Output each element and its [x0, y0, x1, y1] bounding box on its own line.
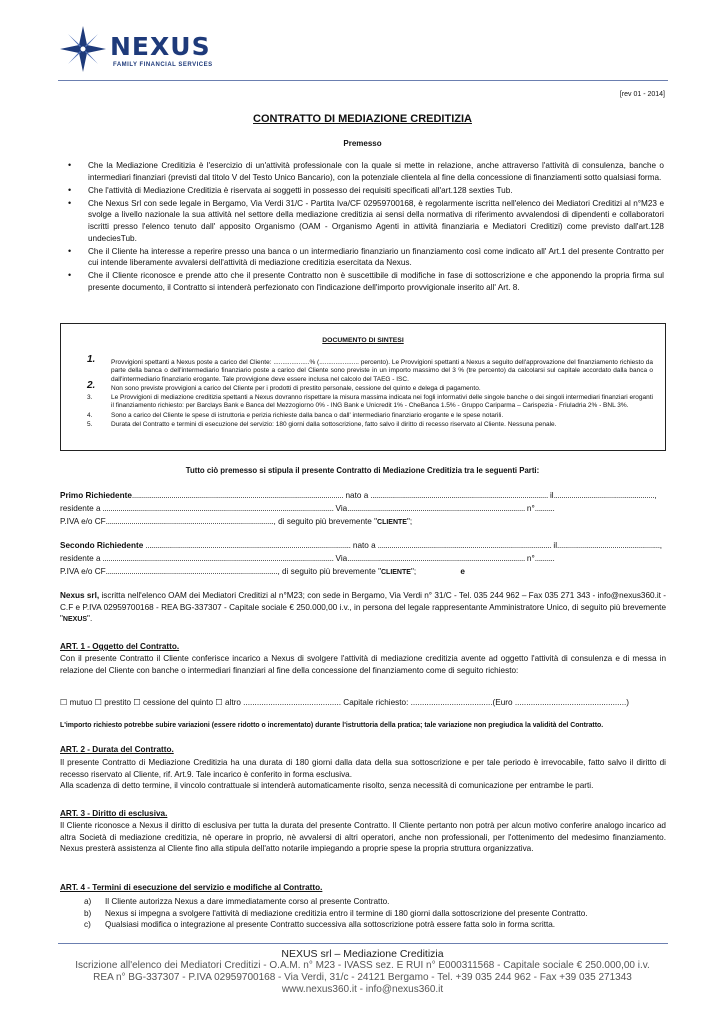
residente-label: residente a — [60, 504, 101, 513]
premesso-item: • Che Nexus Srl con sede legale in Bergamo, Via Verdi 31/C - Partita Iva/CF 02959700168, è regolarmente iscritta nell'elenco dei Mediatori Creditizi al n°M23 e svolge a livello nazionale la sua attività nel settore della mediazione creditizia ai sensi della normativa di riferimento avvalendosi di dipendenti e collaboratori iscritti presso l'elenco tenuto dall' apposito Organismo (OAM - Organismo Agenti in attività finanziaria e Mediatori Creditizi) come previsto dall'art.128 undeciesTub. — [88, 198, 664, 244]
premesso-item: • Che la Mediazione Creditizia è l'esercizio di un'attività professionale con la quale si mette in relazione, anche attraverso l'attività di consulenza, banche o intermediari finanziari (previsti dal titolo V del Testo Unico Bancario), con la potenziale clientela al fine della concessione di finanziamenti sotto qualsiasi forma. — [88, 160, 664, 183]
art2-paragraph: Alla scadenza di detto termine, il vincolo contrattuale si intenderà automaticamente risolto, senza necessità di comunicazione per entrambe le parti. — [60, 781, 594, 791]
sintesi-item — [87, 394, 653, 411]
header-divider — [58, 80, 668, 81]
sintesi-item-number: 3. — [87, 394, 93, 402]
sintesi-item-number: 1. — [87, 354, 96, 365]
footer-title: NEXUS srl – Mediazione Creditizia — [281, 948, 444, 960]
art3-title-text: ART. 3 - Diritto di esclusiva. — [60, 809, 168, 818]
document-title: CONTRATTO DI MEDIAZIONE CREDITIZIA — [253, 113, 472, 125]
numero-label: n° — [526, 504, 535, 513]
secondo-piva-line[interactable]: P.IVA e/o CF......................................................................................., di seguito più brevemente "CLIENTE"; e — [60, 567, 465, 576]
nexus-end: ". — [87, 614, 93, 624]
art4-item-key: c) — [84, 920, 91, 930]
art2-title — [60, 745, 666, 754]
sintesi-title: DOCUMENTO DI SINTESI — [322, 337, 404, 344]
primo-piva-line[interactable]: P.IVA e/o CF....................................................................................., di seguito più brevemente "CLIENTE"; — [60, 517, 413, 526]
premesso-item: • Che l'attività di Mediazione Creditizia è riservata ai soggetti in possesso dei requisiti specificati all'art.128 sexties Tub. — [88, 185, 664, 197]
piva-label: P.IVA e/o CF — [60, 567, 106, 576]
premesso-list — [88, 160, 664, 295]
revision-label: [rev 01 - 2014] — [619, 91, 665, 98]
premesso-heading: Premesso — [343, 139, 382, 148]
via-label: Via — [335, 504, 348, 513]
secondo-richiedente-label: Secondo Richiedente — [60, 541, 144, 550]
art4-title-text: ART. 4 - Termini di esecuzione del servizio e modifiche al Contratto. — [60, 883, 323, 892]
piva-label: P.IVA e/o CF — [60, 517, 106, 526]
chiusura-text: "; — [410, 567, 417, 576]
sintesi-item-number: 2. — [87, 379, 96, 391]
cliente-label: CLIENTE — [377, 519, 407, 526]
art4-list — [60, 896, 666, 931]
sintesi-item-text: Non sono previste provvigioni a carico del Cliente per i prodotti di prestito personale, cessione del quinto e delega di pagamento. — [111, 384, 481, 392]
stipula-heading: Tutto ciò premesso si stipula il presente Contratto di Mediazione Creditizia tra le seguenti Parti: — [185, 466, 540, 475]
compass-star-icon — [58, 24, 108, 74]
footer-link[interactable]: www.nexus360.it - info@nexus360.it — [281, 984, 444, 995]
footer-divider — [58, 943, 668, 944]
logo-wordmark: NEXUS — [110, 32, 211, 61]
primo-richiedente-line[interactable]: Primo Richiedente........................................................................................................... nato a .......................................................................................... il..................................................., — [60, 491, 657, 500]
art4-item-text: Qualsiasi modifica o integrazione al presente Contratto successiva alla sottoscrizione potrà essere fatta solo in forma scritta. — [105, 920, 556, 930]
primo-residenza-line[interactable]: residente a ..................................................................................................................... Via.......................................................................................... n°.......... — [60, 504, 555, 513]
primo-richiedente-label: Primo Richiedente — [60, 491, 132, 500]
art4-item-key: a) — [84, 897, 92, 906]
sintesi-item-number: 5. — [87, 421, 93, 429]
cliente-label: CLIENTE — [380, 569, 411, 576]
via-label: Via — [335, 554, 348, 563]
art4-item-text: Nexus si impegna a svolgere l'attività di mediazione creditizia entro il termine di 180 giorni dalla sottoscrizione del presente Contratto. — [105, 908, 588, 918]
footer-line: REA n° BG-337307 - P.IVA 02959700168 - Via Verdi, 31/c - 24121 Bergamo - Tel. +39 035 244 962 - Fax +39 035 271343 — [93, 972, 632, 983]
e-conjunction: e — [460, 567, 465, 576]
il-label: il — [549, 491, 554, 500]
sintesi-list — [87, 354, 653, 430]
art1-body: Con il presente Contratto il Cliente conferisce incarico a Nexus di svolgere l'attività di mediazione creditizia avente ad oggetto l'attività di consulenza e di messa in relazione del Cliente con banche o intermediari finanziari al fine della concessione del finanziamento come di seguito richiesto: — [60, 654, 666, 675]
sintesi-item-text: Provvigioni spettanti a Nexus poste a carico del Cliente: ....................% (...................... percento). Le Provvigioni spettanti a Nexus a seguito dell'approvazione del finanziamento richiesto da parte della banca o dell'intermediario finanziario poste a carico del Cliente sono previste in un importo massimo del 3 % (tre percento) da calcolarsi sul capitale accordato dalla banca o dall'intermediario finanziario erogante. Tale provvigione deve essere inclusa nel calcolo del TAEG - ISC. — [111, 359, 653, 383]
footer-line: Iscrizione all'elenco dei Mediatori Creditizi - O.A.M. n° M23 - IVASS sez. E RUI n° E000311568 - Capitale sociale € 250.000,00 i.v. — [75, 960, 650, 971]
footer — [0, 948, 725, 996]
il-label: il — [553, 541, 558, 550]
sintesi-item-text: Sono a carico del Cliente le spese di istruttoria e perizia richieste dalla banca o dall' intermediario finanziario erogante e le spese notarili. — [111, 411, 504, 419]
documento-di-sintesi-box — [60, 323, 666, 451]
nexus-logo — [58, 24, 248, 74]
art2-title-text: ART. 2 - Durata del Contratto. — [60, 745, 174, 754]
art4-item — [60, 919, 666, 931]
nexus-short: NEXUS — [62, 616, 88, 624]
chiusura-text: "; — [406, 517, 413, 526]
sintesi-item-text: Le Provvigioni di mediazione creditizia spettanti a Nexus dovranno rispettare la misura massima indicata nei fogli informativi delle singole banche o dei singoli intermediari finanziari eroganti il finanziamento richiesto: per Barclays Bank e Banca del Mezzogiorno 0% - ING Bank e Unicredit 1% - CheBanca 1.5% - Gruppo Cariparma – Carispezia - Friuladria 2% - BNL 3%. — [111, 394, 653, 410]
nexus-name: Nexus srl, — [60, 591, 100, 600]
art4-item — [60, 908, 666, 920]
finanziamento-checkboxes[interactable]: ☐ mutuo ☐ prestito ☐ cessione del quinto ☐ altro ........................................... Capitale richiesto: ....................................(Euro .................................................) — [60, 698, 630, 707]
numero-label: n° — [526, 554, 535, 563]
logo-tagline: FAMILY FINANCIAL SERVICES — [113, 62, 213, 68]
premesso-item: • Che il Cliente ha interesse a reperire presso una banca o un intermediario finanziario un finanziamento così come indicato all' Art.1 del presente Contratto per cui intende liberamente avvalersi dell'attività di mediazione creditizia esercitata da Nexus. — [88, 246, 664, 269]
art4-item-key: b) — [84, 908, 92, 918]
art1-note: L'importo richiesto potrebbe subire variazioni (essere ridotto o incrementato) durante l'istruttoria della pratica; tale variazione non pregiudica la validità del Contratto. — [60, 722, 604, 729]
art2-paragraph: Il presente Contratto di Mediazione Creditizia ha una durata di 180 giorni dalla data della sua sottoscrizione e per tale periodo è irrevocabile, fatto salvo il diritto di recesso riservato al Cliente, rif. Art.9. Tale incarico è conferito in forma esclusiva. — [60, 758, 666, 779]
residente-label: residente a — [60, 554, 101, 563]
art1-title-text: ART. 1 - Oggetto del Contratto. — [60, 642, 180, 651]
nato-a-label: nato a — [345, 491, 369, 500]
secondo-richiedente-line[interactable]: Secondo Richiedente ........................................................................................................ nato a ........................................................................................ il...................................................., — [60, 541, 662, 550]
sintesi-item-number: 4. — [87, 411, 93, 419]
nexus-party-paragraph — [60, 590, 666, 626]
art4-item-text: Il Cliente autorizza Nexus a dare immediatamente corso al presente Contratto. — [105, 897, 390, 906]
art3-body: Il Cliente riconosce a Nexus il diritto di esclusiva per tutta la durata del presente Contratto. Il Cliente pertanto non potrà per alcun motivo conferire analogo incarico ad altra Società di mediazione creditizia, nè operare in proprio, nè avvalersi di altri operatori, anche non professionali, per l'ottenimento del medesimo finanziamento. Nexus presterà assistenza al Cliente fino alla stipula dell'atto notarile impiegando a proprie spese la propria struttura organizzativa. — [60, 821, 666, 854]
seguito-text: , di seguito più brevemente " — [277, 567, 381, 576]
sintesi-item — [87, 379, 653, 393]
sintesi-item — [87, 354, 653, 384]
sintesi-item — [87, 421, 653, 429]
art1-title — [60, 642, 666, 651]
sintesi-item-text: Durata del Contratto e termini di esecuzione del servizio: 180 giorni dalla sottoscrizione, fatto salvo il diritto di recesso riservato al Cliente. Nessuna penale. — [111, 421, 557, 429]
nexus-details: iscritta nell'elenco OAM dei Mediatori Creditizi al n°M23; con sede in Bergamo, Via Verdi n° 31/C - Tel. 035 244 962 – Fax 035 271 343 - info@nexus360.it - C.F e P.IVA 02959700168 - REA BG-337307 - Capitale sociale € 250.000,00 i.v., in persona del legale rappresentante Amministratore Unico, di seguito più brevemente " — [60, 591, 666, 624]
seguito-text: , di seguito più brevemente " — [273, 517, 378, 526]
sintesi-item — [87, 412, 653, 420]
secondo-residenza-line[interactable]: residente a ..................................................................................................................... Via.......................................................................................... n°.......... — [60, 554, 555, 563]
art2-body — [60, 757, 666, 792]
nato-a-label: nato a — [352, 541, 376, 550]
premesso-item: • Che il Cliente riconosce e prende atto che il presente Contratto non è suscettibile di modifiche in fase di sottoscrizione e che apponendo la propria firma sul presente documento, il Contratto si intenderà perfezionato con l'indicazione dell'importo provvigionale inserito all' Art. 8. — [88, 270, 664, 293]
art4-item — [60, 896, 666, 908]
art3-title — [60, 809, 666, 818]
art4-title — [60, 883, 666, 892]
